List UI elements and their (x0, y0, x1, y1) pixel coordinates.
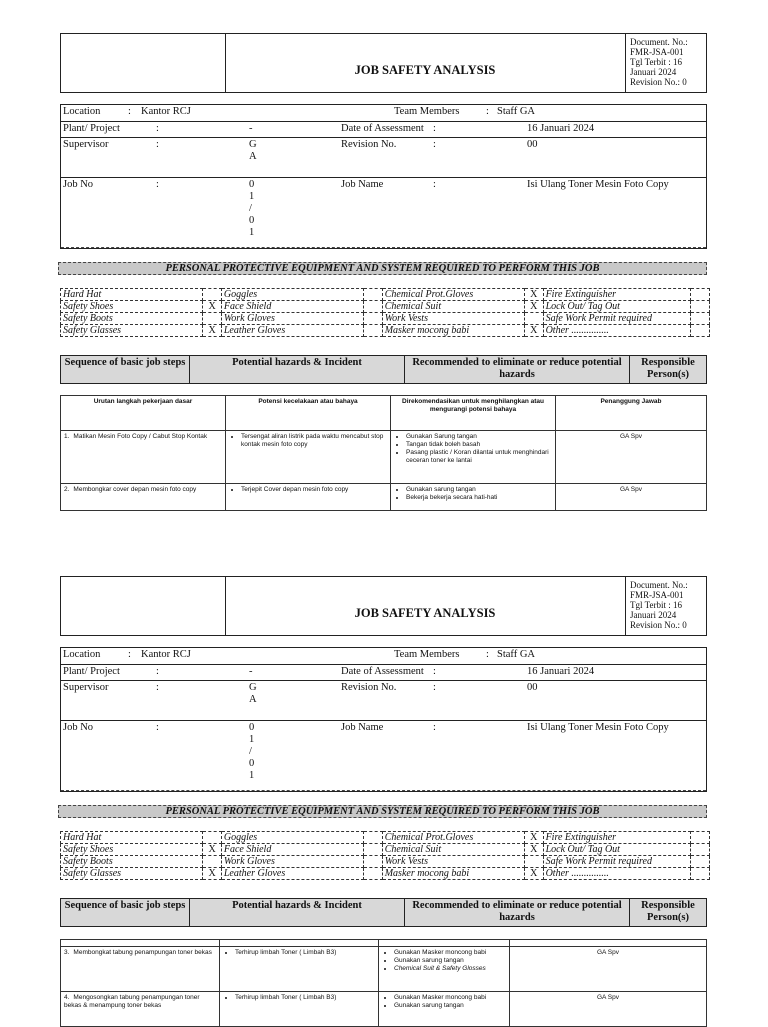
supervisor-row (61, 138, 706, 178)
ppe-checkbox (364, 325, 383, 337)
control-item: • Gunakan sarung tangan (394, 1002, 506, 1010)
step-text: Mengosongkan tabung penampungan toner bekas & menampung toner bekas (64, 994, 200, 1009)
document-header (60, 576, 707, 636)
ppe-checkbox: X (203, 325, 222, 337)
hazard-cell (226, 431, 391, 484)
revision-number: Revision No.: 0 (630, 77, 687, 87)
seq-col-controls: Recommended to eliminate or reduce potential hazards (405, 356, 630, 384)
ppe-checkbox: X (524, 868, 543, 880)
logo-box (61, 577, 226, 635)
colon: : (486, 649, 489, 660)
colon: : (433, 682, 436, 693)
team-value: Staff GA (497, 649, 536, 660)
steps-blank-header (61, 940, 220, 947)
ppe-label: Chemical Suit (382, 844, 524, 856)
revision-label: Revision No. (341, 139, 397, 150)
sequence-header (60, 355, 707, 384)
ppe-title: PERSONAL PROTECTIVE EQUIPMENT AND SYSTEM REQUIRED TO PERFORM THIS JOB (58, 805, 707, 818)
revision-value: 00 (527, 139, 538, 150)
hazard-text: • Terhirup limbah Toner ( Limbah B3) (235, 949, 375, 957)
ppe-checkbox (691, 868, 710, 880)
steps-blank-header (510, 940, 707, 947)
page-title: JOB SAFETY ANALYSIS (354, 63, 496, 77)
step-number: 1. (64, 433, 70, 440)
ppe-title: PERSONAL PROTECTIVE EQUIPMENT AND SYSTEM REQUIRED TO PERFORM THIS JOB (58, 262, 707, 275)
colon: : (433, 123, 436, 134)
ppe-checkbox (524, 856, 543, 868)
location-value: Kantor RCJ (141, 649, 191, 660)
colon: : (156, 666, 159, 677)
ppe-label: Chemical Prot.Gloves (382, 832, 524, 844)
ppe-checkbox: X (524, 832, 543, 844)
colon: : (433, 722, 436, 733)
colon: : (433, 139, 436, 150)
colon: : (128, 649, 131, 660)
step-number: 2. (64, 486, 70, 493)
jobno-row (61, 721, 706, 791)
colon: : (156, 722, 159, 733)
jobno-label: Job No (63, 179, 94, 190)
colon: : (156, 123, 159, 134)
ppe-label: Leather Gloves (221, 868, 363, 880)
ppe-label: Masker mocong babi (382, 325, 524, 337)
seq-col-hazards: Potential hazards & Incident (190, 356, 405, 384)
ppe-label: Masker mocong babi (382, 868, 524, 880)
ppe-checkbox: X (524, 301, 543, 313)
ppe-checkbox (691, 301, 710, 313)
supervisor-value: G A (249, 682, 257, 705)
jobno-row (61, 178, 706, 248)
step-text: Membongkar cover depan mesin foto copy (73, 486, 197, 493)
team-label: Team Members (394, 106, 460, 117)
ppe-row (61, 868, 710, 880)
control-item: • Bekerja bekerja secara hati-hati (406, 494, 552, 502)
ppe-label: Safety Shoes (61, 844, 203, 856)
ppe-checkbox (364, 856, 383, 868)
supervisor-value: G A (249, 139, 257, 162)
seq-col-responsible: Responsible Person(s) (630, 899, 707, 927)
table-row (61, 992, 707, 1027)
ppe-label: Goggles (221, 289, 363, 301)
control-item: • Gunakan sarung tangan (394, 957, 506, 965)
steps-table-1 (60, 395, 707, 511)
steps-col-potensi: Potensi kecelakaan atau bahaya (226, 396, 391, 431)
responsible-cell: GA Spv (510, 947, 707, 992)
steps-blank-header (220, 940, 379, 947)
ppe-checkbox (691, 289, 710, 301)
plant-row (61, 122, 706, 138)
page-title: JOB SAFETY ANALYSIS (354, 606, 496, 620)
document-meta (625, 34, 706, 92)
ppe-checkbox: X (524, 844, 543, 856)
ppe-checkbox (524, 313, 543, 325)
step-cell (61, 431, 226, 484)
ppe-label: Other ............... (543, 325, 691, 337)
ppe-checkbox: X (203, 868, 222, 880)
steps-table-2 (60, 939, 707, 1027)
control-item: • Pasang plastic / Koran dilantai untuk menghindari ceceran toner ke lantai (406, 449, 552, 465)
table-row (61, 947, 707, 992)
ppe-label: Safety Glasses (61, 868, 203, 880)
jobno-value: 0 1 / 0 1 (249, 722, 255, 781)
ppe-row (61, 325, 710, 337)
ppe-checkbox (691, 313, 710, 325)
ppe-label: Safety Glasses (61, 325, 203, 337)
plant-value: - (249, 666, 253, 677)
steps-col-rekomendasi: Direkomendasikan untuk menghilangkan atau mengurangi potensi bahaya (391, 396, 556, 431)
ppe-checkbox (691, 325, 710, 337)
ppe-label: Work Vests (382, 856, 524, 868)
seq-col-controls: Recommended to eliminate or reduce potential hazards (405, 899, 630, 927)
table-row (61, 484, 707, 511)
step-cell (61, 947, 220, 992)
supervisor-label: Supervisor (63, 682, 109, 693)
ppe-table (60, 831, 710, 880)
control-cell (379, 947, 510, 992)
hazard-text: • Tersengat aliran listrik pada waktu mencabut stop kontak mesin foto copy (241, 433, 387, 449)
jobname-value: Isi Ulang Toner Mesin Foto Copy (527, 722, 669, 733)
ppe-checkbox (364, 832, 383, 844)
ppe-checkbox (203, 289, 222, 301)
seq-col-steps: Sequence of basic job steps (61, 356, 190, 384)
issue-date: Tgl Terbit : 16 Januari 2024 (630, 600, 682, 620)
info-block (60, 647, 707, 792)
responsible-cell: GA Spv (556, 431, 707, 484)
ppe-checkbox: X (203, 844, 222, 856)
team-value: Staff GA (497, 106, 536, 117)
ppe-checkbox: X (203, 301, 222, 313)
ppe-label: Other ............... (543, 868, 691, 880)
ppe-row (61, 301, 710, 313)
document-meta (625, 577, 706, 635)
document-header (60, 33, 707, 93)
control-item: • Gunakan Sarung tangan (406, 433, 552, 441)
ppe-label: Safe Work Permit required (543, 313, 691, 325)
colon: : (486, 106, 489, 117)
ppe-label: Hard Hat (61, 289, 203, 301)
ppe-checkbox: X (524, 289, 543, 301)
ppe-row (61, 832, 710, 844)
steps-blank-header (379, 940, 510, 947)
hazard-cell (226, 484, 391, 511)
jobname-label: Job Name (341, 179, 384, 190)
control-item: • Gunakan sarung tangan (406, 486, 552, 494)
revision-number: Revision No.: 0 (630, 620, 687, 630)
revision-label: Revision No. (341, 682, 397, 693)
control-cell (391, 431, 556, 484)
step-text: Membongkat tabung penampungan toner bekas (73, 949, 212, 956)
jobname-label: Job Name (341, 722, 384, 733)
ppe-label: Lock Out/ Tag Out (543, 301, 691, 313)
logo-box (61, 34, 226, 92)
ppe-label: Safety Boots (61, 856, 203, 868)
ppe-checkbox (364, 289, 383, 301)
doc-number: Document. No.: FMR-JSA-001 (630, 580, 688, 600)
plant-value: - (249, 123, 253, 134)
location-label: Location (63, 106, 101, 117)
ppe-label: Face Shield (221, 301, 363, 313)
hazard-text: • Terhirup limbah Toner ( Limbah B3) (235, 994, 375, 1002)
colon: : (156, 682, 159, 693)
ppe-label: Lock Out/ Tag Out (543, 844, 691, 856)
ppe-checkbox (691, 832, 710, 844)
location-value: Kantor RCJ (141, 106, 191, 117)
seq-col-steps: Sequence of basic job steps (61, 899, 190, 927)
colon: : (156, 139, 159, 150)
ppe-label: Work Vests (382, 313, 524, 325)
ppe-label: Work Gloves (221, 313, 363, 325)
seq-col-hazards: Potential hazards & Incident (190, 899, 405, 927)
team-label: Team Members (394, 649, 460, 660)
step-number: 4. (64, 994, 70, 1001)
hazard-cell (220, 992, 379, 1027)
hazard-cell (220, 947, 379, 992)
ppe-label: Goggles (221, 832, 363, 844)
jobno-label: Job No (63, 722, 94, 733)
ppe-row (61, 289, 710, 301)
step-text: Matikan Mesin Foto Copy / Cabut Stop Kontak (73, 433, 208, 440)
ppe-row (61, 844, 710, 856)
control-item: • Chemical Suit & Safety Glosses (394, 965, 506, 973)
date-label: Date of Assessment (341, 123, 424, 134)
ppe-row (61, 313, 710, 325)
ppe-checkbox (364, 301, 383, 313)
jobname-value: Isi Ulang Toner Mesin Foto Copy (527, 179, 669, 190)
ppe-label: Fire Extinguisher (543, 289, 691, 301)
ppe-checkbox (691, 844, 710, 856)
hazard-text: • Terjepit Cover depan mesin foto copy (241, 486, 387, 494)
issue-date: Tgl Terbit : 16 Januari 2024 (630, 57, 682, 77)
colon: : (433, 666, 436, 677)
ppe-checkbox (364, 844, 383, 856)
step-number: 3. (64, 949, 70, 956)
ppe-checkbox: X (524, 325, 543, 337)
control-item: • Tangan tidak boleh basah (406, 441, 552, 449)
sequence-header (60, 898, 707, 927)
colon: : (156, 179, 159, 190)
table-row (61, 431, 707, 484)
responsible-cell: GA Spv (510, 992, 707, 1027)
ppe-label: Safe Work Permit required (543, 856, 691, 868)
date-label: Date of Assessment (341, 666, 424, 677)
supervisor-row (61, 681, 706, 721)
step-cell (61, 484, 226, 511)
ppe-label: Hard Hat (61, 832, 203, 844)
date-value: 16 Januari 2024 (527, 123, 595, 134)
control-item: • Gunakan Masker moncong babi (394, 949, 506, 957)
control-cell (391, 484, 556, 511)
ppe-checkbox (203, 856, 222, 868)
plant-label: Plant/ Project (63, 123, 120, 134)
ppe-label: Face Shield (221, 844, 363, 856)
step-cell (61, 992, 220, 1027)
ppe-label: Chemical Suit (382, 301, 524, 313)
ppe-checkbox (203, 313, 222, 325)
ppe-label: Fire Extinguisher (543, 832, 691, 844)
ppe-row (61, 856, 710, 868)
info-block (60, 104, 707, 249)
responsible-cell: GA Spv (556, 484, 707, 511)
steps-col-penanggung: Penanggung Jawab (556, 396, 707, 431)
plant-row (61, 665, 706, 681)
date-value: 16 Januari 2024 (527, 666, 595, 677)
steps-col-urutan: Urutan langkah pekerjaan dasar (61, 396, 226, 431)
ppe-label: Leather Gloves (221, 325, 363, 337)
colon: : (433, 179, 436, 190)
ppe-checkbox (364, 868, 383, 880)
ppe-label: Work Gloves (221, 856, 363, 868)
ppe-checkbox (691, 856, 710, 868)
control-item: • Gunakan Masker moncong babi (394, 994, 506, 1002)
ppe-table (60, 288, 710, 337)
plant-label: Plant/ Project (63, 666, 120, 677)
control-cell (379, 992, 510, 1027)
location-label: Location (63, 649, 101, 660)
ppe-label: Chemical Prot.Gloves (382, 289, 524, 301)
doc-number: Document. No.: FMR-JSA-001 (630, 37, 688, 57)
location-row (61, 105, 706, 122)
ppe-checkbox (364, 313, 383, 325)
colon: : (128, 106, 131, 117)
ppe-label: Safety Boots (61, 313, 203, 325)
supervisor-label: Supervisor (63, 139, 109, 150)
ppe-label: Safety Shoes (61, 301, 203, 313)
ppe-checkbox (203, 832, 222, 844)
revision-value: 00 (527, 682, 538, 693)
seq-col-responsible: Responsible Person(s) (630, 356, 707, 384)
jobno-value: 0 1 / 0 1 (249, 179, 255, 238)
location-row (61, 648, 706, 665)
